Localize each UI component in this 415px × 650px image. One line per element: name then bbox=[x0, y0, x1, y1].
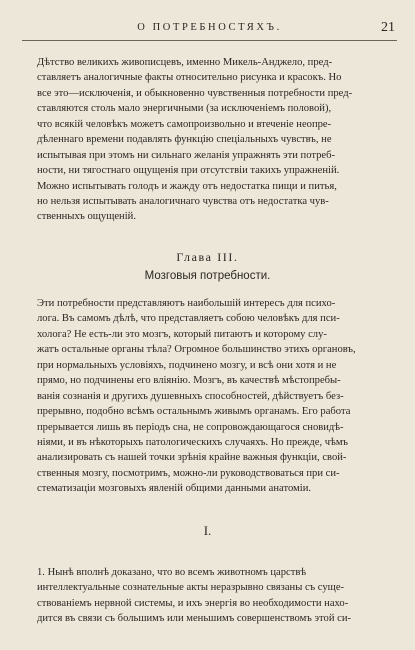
page-header bbox=[22, 20, 397, 41]
text-line: стематизаціи мозговыхъ явленій общими данными анатоміи. bbox=[37, 483, 312, 495]
text-line: 1. Нынѣ вполнѣ доказано, что во всемъ животномъ царствѣ bbox=[37, 567, 307, 578]
text-line: лога. Въ самомъ дѣлѣ, что представляетъ собою человѣкъ для пси- bbox=[37, 313, 340, 325]
text-line: что всякій человѣкъ можетъ самопроизвольно и втеченіе неопре- bbox=[37, 118, 332, 130]
text-line: холога? Не есть-ли это мозгъ, который питаютъ и которому слу- bbox=[37, 328, 327, 340]
text-line: ставляетъ аналогичные факты относительно рисунка и красокъ. Но bbox=[37, 72, 342, 84]
paragraph-nervous-system bbox=[37, 565, 376, 627]
text-line: ставляются столь мало энергичными (за исключеніемъ половой), bbox=[37, 103, 332, 115]
text-line: ніями, и въ нѣкоторыхъ патологическихъ случаяхъ. Но прежде, чѣмъ bbox=[37, 436, 349, 448]
text-line: ственныя мозгу, посмотримъ, можно-ли руководствоваться при си- bbox=[37, 467, 340, 479]
text-line: при нормальныхъ условіяхъ, подчинено мозгу, и всѣ они хотя и не bbox=[37, 359, 337, 371]
text-line: интеллектуальные сознательные акты неразрывно связаны съ суще- bbox=[37, 582, 345, 594]
paragraph-childhood-of-painters bbox=[37, 55, 376, 225]
text-line: жатъ остальные органы тѣла? Огромное большинство этихъ органовъ, bbox=[37, 344, 356, 356]
text-line: ванія сознанія и другихъ душевныхъ способностей, дѣйствуетъ без- bbox=[37, 390, 344, 402]
section-marker: I. bbox=[203, 523, 212, 538]
text-line: испытывая при этомъ ни сильнаго желанія упражнять эти потреб- bbox=[37, 149, 336, 161]
text-line: прерывно, подобно всѣмъ остальнымъ живымъ органамъ. Его работа bbox=[37, 406, 351, 418]
text-line: но нельзя испытывать аналогичнаго чувства отъ недостатка чув- bbox=[37, 195, 329, 207]
text-line: Эти потребности представляютъ наибольшій интересъ для психо- bbox=[37, 298, 336, 309]
page-number: 21 bbox=[381, 20, 395, 35]
text-line: ствованіемъ нервной системы, и ихъ энергія во необходимости нахо- bbox=[37, 597, 349, 609]
text-line: Можно испытывать голодъ и жажду отъ недостатка пищи и питья, bbox=[37, 180, 337, 192]
running-title: О ПОТРЕБНОСТЯХЪ. bbox=[137, 22, 282, 33]
text-line: анализировать съ нашей точки зрѣнія крайне важныя функціи, свой- bbox=[37, 452, 347, 464]
text-line: дится въ связи съ большимъ или меньшимъ совершенствомъ этой си- bbox=[37, 613, 352, 625]
chapter-label: Глава III. bbox=[176, 250, 239, 264]
paragraph-cerebral-needs bbox=[37, 296, 376, 497]
text-line: Дѣтство великихъ живописцевъ, именно Микель-Анджело, пред- bbox=[37, 57, 333, 68]
text-line: прямо, но подчинены его вліянію. Мозгъ, въ качествѣ мѣстопребы- bbox=[37, 375, 341, 387]
text-line: дѣленнаго времени подавлять функцію спеціальныхъ чувствъ, не bbox=[37, 134, 332, 146]
text-line: ности, ни тягостнаго ощущенія при отсутствіи такихъ упражненій. bbox=[37, 165, 340, 177]
text-line: ственныхъ ощущеній. bbox=[37, 211, 136, 223]
text-line: прерывается лишь въ періодъ сна, не сопровождающагося сновидѣ- bbox=[37, 421, 344, 433]
chapter-title: Мозговыя потребности. bbox=[144, 270, 271, 282]
text-line: все это—исключенія, и обыкновенно чувственныя потребности пред- bbox=[37, 87, 353, 99]
